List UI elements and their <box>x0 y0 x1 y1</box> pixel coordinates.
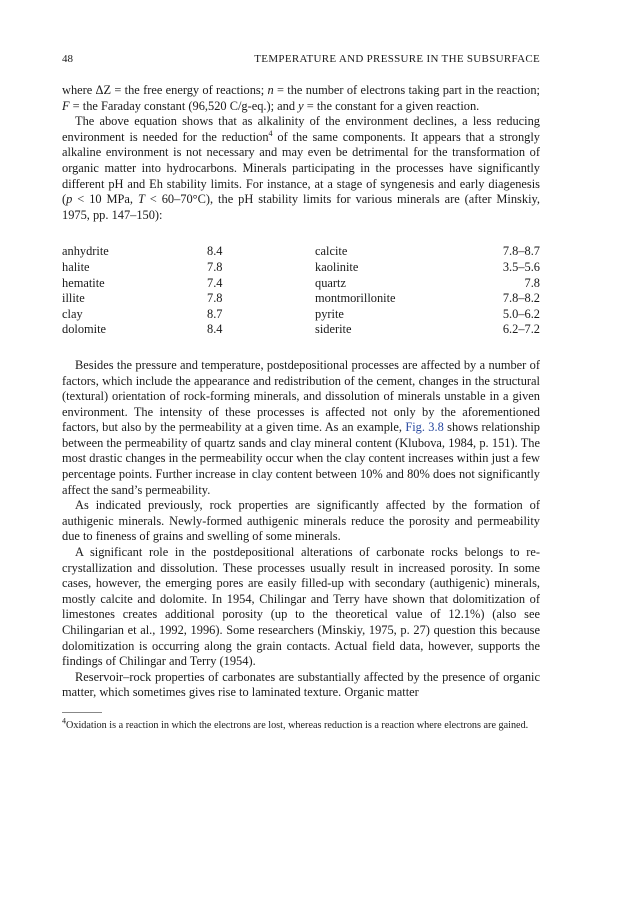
mineral-name: quartz <box>315 275 346 290</box>
table-row <box>62 322 540 338</box>
figure-link[interactable]: Fig. 3.8 <box>405 420 444 435</box>
running-title: TEMPERATURE AND PRESSURE IN THE SUBSURFACE <box>254 53 540 65</box>
ph-value: 3.5–5.6 <box>502 259 540 274</box>
ph-value: 7.4 <box>207 275 223 290</box>
footnote-reference: 4 <box>268 128 273 138</box>
mineral-name: calcite <box>315 244 348 259</box>
paragraph-postdepositional: Besides the pressure and temperature, postdepositional processes are affected by a number of factors, which include the appearance and redistribution of the cement, changes in the structural (textural) orientation of rock-forming minerals, and dissolution of minerals unstable in a given environment. The intensity of these processes is affected not only by the aforementioned factors, but also by the permeability at a given time. As an example, Fig. 3.8 shows relationship between the permeability of quartz sands and clay mineral content (Klubova, 1984, p. 151). The most drastic changes in the permeability occur when the clay content increases within just a few percentage points. Further increase in clay content between 10% and 80% does not significantly affect the sand’s permeability. <box>62 357 540 497</box>
table-row <box>62 291 540 307</box>
table-row <box>62 244 540 260</box>
table-row <box>62 260 540 276</box>
paragraph-authigenic: As indicated previously, rock properties are significantly affected by the formation of authigenic minerals. Newly-formed authigenic minerals reduce the porosity and permeability due to fineness of grains and swelling of some minerals. <box>62 498 540 544</box>
mineral-name: kaolinite <box>315 259 359 274</box>
page-number: 48 <box>62 53 73 65</box>
ph-value: 7.8–8.7 <box>502 244 540 259</box>
footnote-divider <box>62 712 102 713</box>
ph-value: 8.4 <box>207 322 223 337</box>
mineral-name: dolomite <box>62 322 107 337</box>
table-row <box>62 276 540 292</box>
page-header <box>62 52 540 66</box>
mineral-name: montmorillonite <box>315 291 396 306</box>
mineral-ph-table <box>62 244 540 338</box>
mineral-name: hematite <box>62 275 105 290</box>
mineral-name: siderite <box>315 322 352 337</box>
mineral-name: halite <box>62 259 90 274</box>
paragraph-carbonate-alterations: A significant role in the postdepositional alterations of carbonate rocks belongs to re-crystallization and dissolution. These processes usually result in increased porosity. In some cases, however, the emerging pores are easily filled-up with secondary (authigenic) minerals, mostly calcite and dolomite. In 1954, Chilingar and Terry have shown that dolomitization of limestones creates additional porosity (up to the theoretical value of 12.1%) (also see Chilingarian et al., 1992, 1996). Some researchers (Minskiy, 1975, p. 27) question this because dolomitization is occurring along the grain contacts. Actual field data, however, supports the findings of Chilingar and Terry (1954). <box>62 545 540 669</box>
ph-value: 7.8 <box>207 291 223 306</box>
footnote: $^4$Oxidation is a reaction in which the electrons are lost, whereas reduction is a reaction where electrons are gained. <box>62 716 529 731</box>
ph-value: 7.8–8.2 <box>502 291 540 306</box>
ph-value: 8.7 <box>207 306 223 321</box>
ph-value: 5.0–6.2 <box>502 306 540 321</box>
mineral-name: anhydrite <box>62 244 109 259</box>
ph-value: 7.8 <box>524 275 540 290</box>
mineral-name: pyrite <box>315 306 344 321</box>
mineral-name: illite <box>62 291 85 306</box>
table-row <box>62 307 540 323</box>
footnote-mark: 4 <box>62 716 66 726</box>
paragraph-equation-definitions: where ΔZ = the free energy of reactions; n = the number of electrons taking part in the reaction; F = the Faraday constant (96,520 C/g-eq.); and y = the constant for a given reaction. <box>62 83 540 113</box>
paragraph-organic-matter: Reservoir–rock properties of carbonates are substantially affected by the presence of organic matter, which sometimes gives rise to laminated texture. Organic matter <box>62 669 540 700</box>
paragraph-alkalinity: The above equation shows that as alkalinity of the environment declines, a less reducing environment is needed for the reduction$^4$ of the same components. It appears that a strongly alkaline environment is not necessary and may even be detrimental for the transformation of organic matter into hydrocarbons. Minerals participating in the processes have significantly different pH and Eh stability limits. For instance, at a stage of syngenesis and early diagenesis (p < 10 MPa, T < 60–70°C), the pH stability limits for various minerals are (after Minskiy, 1975, pp. 147–150): <box>62 114 540 222</box>
ph-value: 8.4 <box>207 244 223 259</box>
page <box>62 52 540 733</box>
mineral-name: clay <box>62 306 83 321</box>
ph-value: 6.2–7.2 <box>502 322 540 337</box>
ph-value: 7.8 <box>207 259 223 274</box>
